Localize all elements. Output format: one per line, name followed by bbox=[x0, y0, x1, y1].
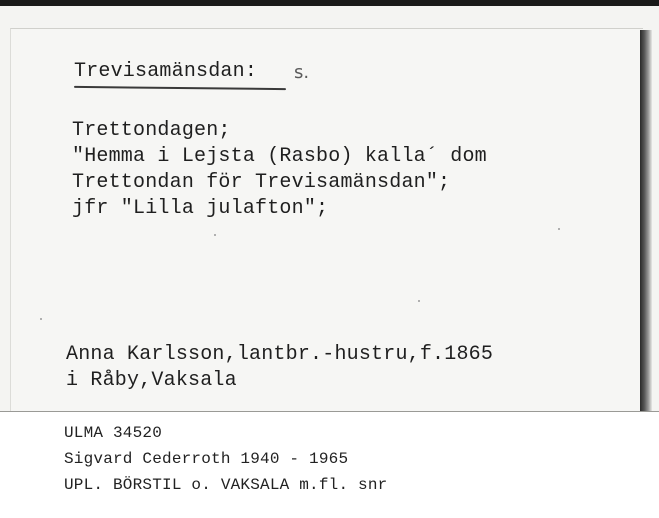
card-body bbox=[72, 118, 487, 222]
body-line: "Hemma i Lejsta (Rasbo) kalla´ dom bbox=[72, 145, 487, 168]
archive-label bbox=[64, 420, 387, 498]
source-line: Anna Karlsson,lantbr.-hustru,f.1865 bbox=[66, 343, 494, 366]
archive-line: UPL. BÖRSTIL o. VAKSALA m.fl. snr bbox=[64, 476, 388, 494]
scan-speck bbox=[418, 300, 420, 302]
card-edge-shadow bbox=[640, 30, 652, 414]
body-line: Trettondagen; bbox=[72, 119, 231, 142]
scan-speck bbox=[558, 228, 560, 230]
source-line: i Råby,Vaksala bbox=[66, 369, 237, 392]
body-line: jfr "Lilla julafton"; bbox=[72, 197, 329, 220]
scan-top-border bbox=[0, 0, 659, 6]
card-heading: Trevisamänsdan: bbox=[74, 60, 258, 83]
archive-line: ULMA 34520 bbox=[64, 424, 163, 442]
body-line: Trettondan för Trevisamänsdan"; bbox=[72, 171, 451, 194]
scan-speck bbox=[40, 318, 42, 320]
scan-speck bbox=[214, 234, 216, 236]
archive-line: Sigvard Cederroth 1940 - 1965 bbox=[64, 450, 349, 468]
informant-source bbox=[66, 342, 493, 394]
card-heading-suffix: s. bbox=[294, 62, 310, 83]
